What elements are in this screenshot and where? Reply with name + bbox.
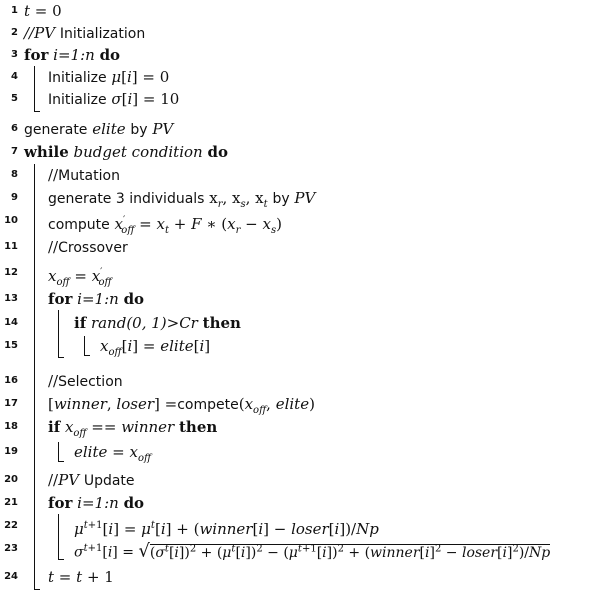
algo-line-5: 5 Initialize σ[i] = 10 — [0, 88, 600, 110]
line-number: 13 — [4, 293, 18, 304]
line-number: 15 — [4, 340, 18, 351]
algo-line-4: 4 Initialize μ[i] = 0 — [0, 66, 600, 88]
algo-line-21: 21 for i=1:n do — [4, 494, 145, 512]
algo-line-6: 6 generate elite by PV — [0, 118, 600, 140]
line-number: 3 — [11, 49, 18, 60]
algo-line-1: 1 t = 0 — [0, 0, 600, 22]
algo-line-9: 9 generate 3 individuals $x_r$, $x_s$, $x_t$ by PV — [0, 187, 600, 209]
algo-line-15: 15 $x_{off}[i]$ = elite[i] — [4, 337, 211, 358]
algo-line-24: 24 t = t + 1 — [4, 568, 114, 586]
line-number: 7 — [11, 146, 18, 157]
line-number: 8 — [11, 169, 18, 180]
algo-line-17: 17 [winner, loser] $=compete(x_{off}$, elite) — [4, 395, 315, 416]
algo-line-12: 12 $x_{off} = x'_{off}$ — [0, 262, 600, 284]
for-block-end-1 — [34, 111, 40, 112]
line-number: 21 — [4, 497, 18, 508]
line-number: 22 — [4, 520, 18, 531]
line-number: 18 — [4, 421, 18, 432]
line-number: 1 — [11, 5, 18, 16]
line-number: 17 — [4, 398, 18, 409]
algo-line-23: 23 $\sigma^{t+1}[i] = √(\sigma^t[i])^2 + (\mu^t[i])^2 - (\mu^{t+1}[i])^2$ + ($winner[i]^2$ − $loser[i]^2)/Np$ — [0, 538, 600, 560]
algo-line-22: 22 $\mu^{t+1}[i] = \mu^t[i]$ + (winner[i] − loser[i])/Np — [0, 515, 600, 537]
for-block-end-2 — [58, 357, 64, 358]
algo-line-18: 18 if $x_{off}$ == winner then — [4, 418, 218, 439]
algo-line-14: 14 if rand(0, 1)>Cr then — [4, 314, 241, 332]
line-number: 20 — [4, 474, 18, 485]
line-number: 14 — [4, 317, 18, 328]
algo-line-19: 19 elite = $x_{off}$ — [4, 443, 152, 464]
line-number: 4 — [11, 71, 18, 82]
line-number: 24 — [4, 571, 18, 582]
algo-line-10: 10 compute $x'_{off} = x_t + F$ ∗ $(x_r - x_s)$ — [0, 210, 600, 232]
line-number: 16 — [4, 375, 18, 386]
line-number: 10 — [4, 215, 18, 226]
line-number: 19 — [4, 446, 18, 457]
line-number: 23 — [4, 543, 18, 554]
algo-line-3: 3 for i=1:n do — [0, 44, 600, 66]
algo-line-11: 11 //Crossover — [4, 238, 128, 256]
line-number: 9 — [11, 192, 18, 203]
line-number: 12 — [4, 267, 18, 278]
algo-line-16: 16 //Selection — [4, 372, 123, 390]
line-number: 2 — [11, 27, 18, 38]
algo-line-7: 7 while budget condition do — [0, 141, 600, 163]
algo-line-20: 20 //PV Update — [4, 471, 135, 489]
algo-line-8: 8 //Mutation — [0, 164, 600, 186]
line-number: 11 — [4, 241, 18, 252]
algo-line-13: 13 for i=1:n do — [4, 290, 145, 308]
while-block-end — [34, 589, 40, 590]
algo-line-2: 2 //PV Initialization — [0, 22, 600, 44]
line-number: 5 — [11, 93, 18, 104]
line-number: 6 — [11, 123, 18, 134]
